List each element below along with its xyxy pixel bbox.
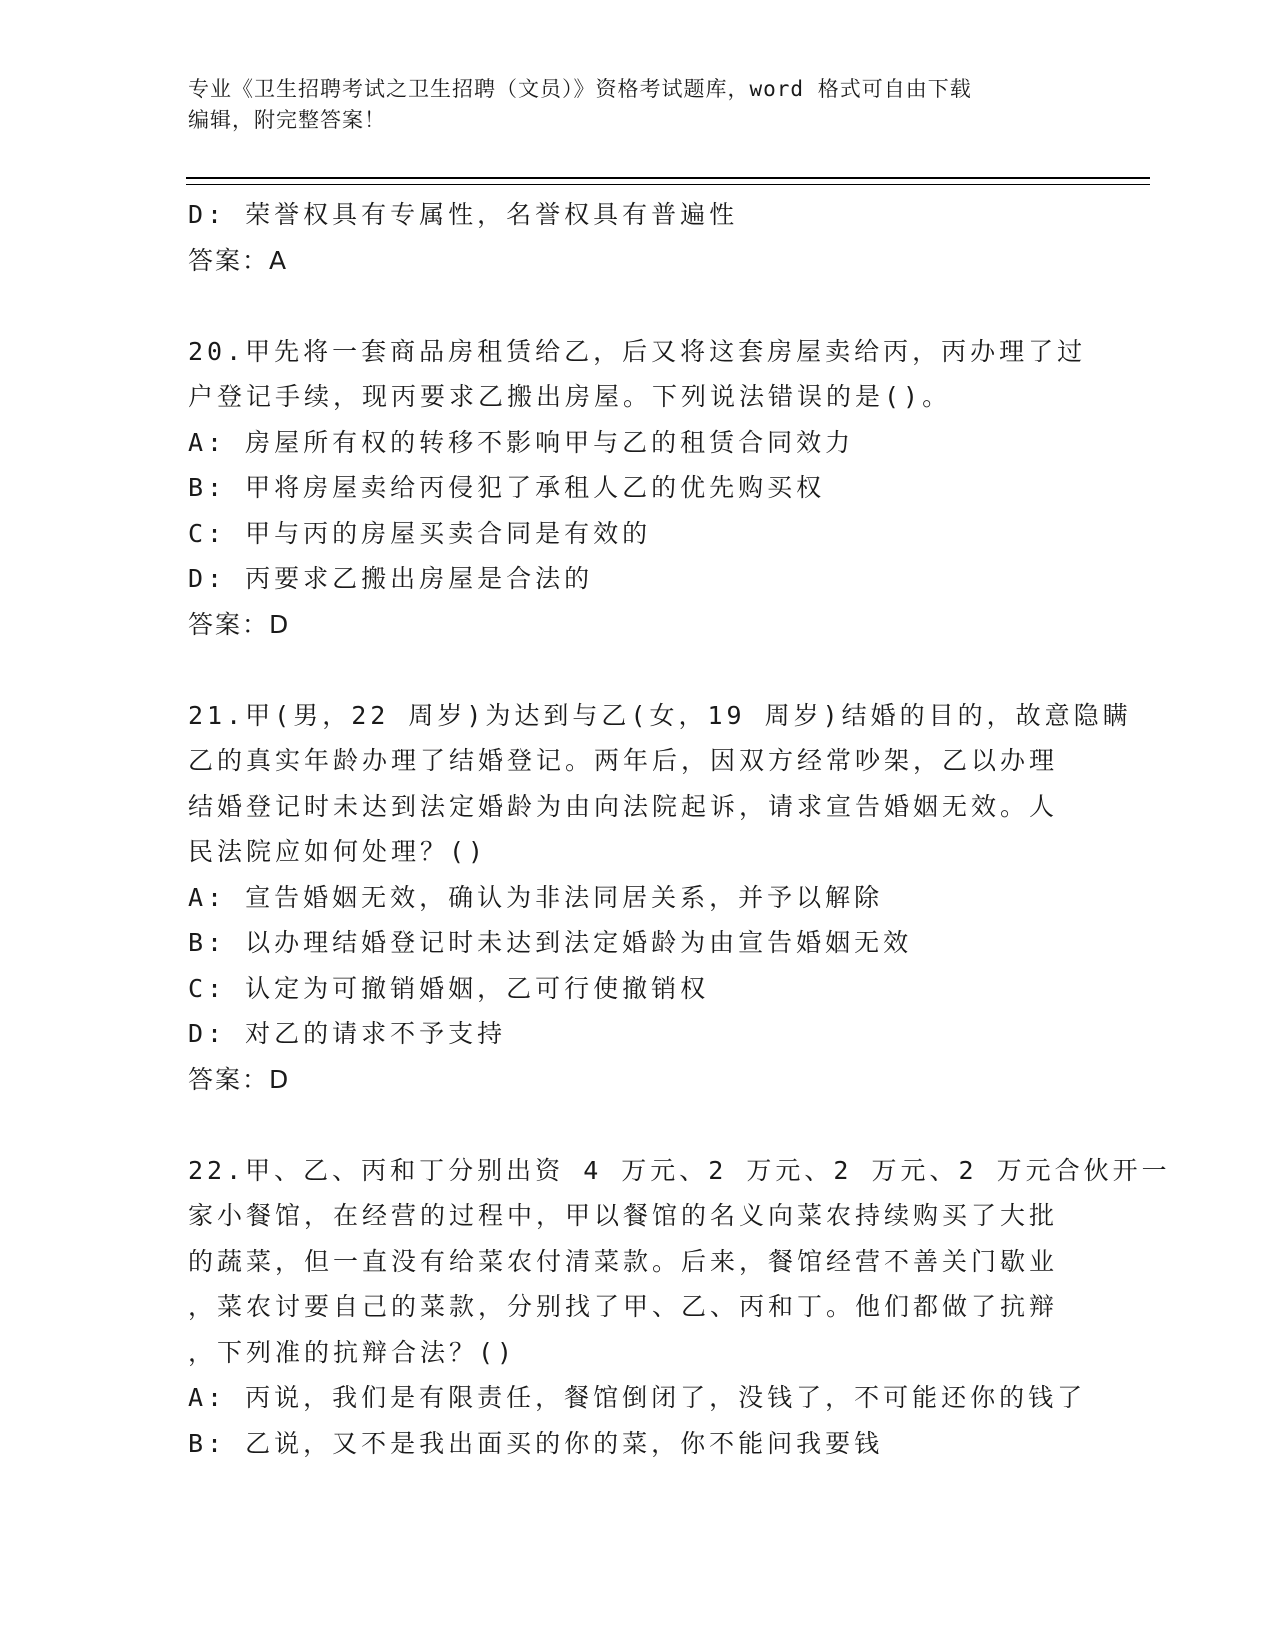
spacer [188, 283, 1088, 329]
option-c: C: 认定为可撤销婚姻，乙可行使撤销权 [188, 973, 710, 1003]
question-stem-line: ，下列准的抗辩合法？() [188, 1337, 517, 1367]
option-b: B: 乙说，又不是我出面买的你的菜，你不能问我要钱 [188, 1428, 884, 1458]
header-line-2: 编辑，附完整答案！ [188, 108, 386, 132]
option-b: B: 甲将房屋卖给丙侵犯了承租人乙的优先购买权 [188, 473, 826, 502]
question-stem-line: 民法院应如何处理？() [188, 837, 488, 866]
question-stem-line: 22.甲、乙、丙和丁分别出资 4 万元、2 万元、2 万元、2 万元合伙开一 [188, 1155, 1171, 1185]
question-stem-line: 结婚登记时未达到法定婚龄为由向法院起诉，请求宣告婚姻无效。人 [188, 791, 1059, 821]
option-d: D: 丙要求乙搬出房屋是合法的 [188, 564, 594, 593]
option-d: D: 对乙的请求不予支持 [188, 1019, 507, 1048]
answer-line: 答案：D [188, 1064, 291, 1094]
question-stem-line: 21.甲(男，22 周岁)为达到与乙(女，19 周岁)结婚的目的，故意隐瞒 [188, 700, 1132, 730]
option-b: B: 以办理结婚登记时未达到法定婚龄为由宣告婚姻无效 [188, 928, 913, 957]
header-divider [186, 177, 1150, 185]
question-19-tail [188, 192, 1088, 283]
question-content [188, 192, 1171, 1466]
question-20 [188, 329, 1088, 648]
option-a: A: 房屋所有权的转移不影响甲与乙的租赁合同效力 [188, 427, 855, 457]
answer-line: 答案：A [188, 245, 289, 275]
option-c: C: 甲与丙的房屋买卖合同是有效的 [188, 518, 652, 548]
question-stem-line: 乙的真实年龄办理了结婚登记。两年后，因双方经常吵架，乙以办理 [188, 746, 1059, 775]
question-stem-line: 的蔬菜，但一直没有给菜农付清菜款。后来，餐馆经营不善关门歇业 [188, 1246, 1059, 1276]
answer-line: 答案：D [188, 609, 291, 639]
question-stem-line: ，菜农讨要自己的菜款，分别找了甲、乙、丙和丁。他们都做了抗辩 [188, 1292, 1059, 1321]
spacer [188, 1102, 1088, 1148]
question-stem-line: 户登记手续，现丙要求乙搬出房屋。下列说法错误的是()。 [188, 382, 952, 411]
option-a: A: 丙说，我们是有限责任，餐馆倒闭了，没钱了，不可能还你的钱了 [188, 1383, 1087, 1412]
question-21 [188, 693, 1132, 1103]
spacer [188, 647, 1088, 693]
question-22 [188, 1148, 1171, 1467]
question-stem-line: 20.甲先将一套商品房租赁给乙，后又将这套房屋卖给丙，丙办理了过 [188, 336, 1087, 366]
header-line-1: 专业《卫生招聘考试之卫生招聘（文员）》资格考试题库，word 格式可自由下载 [188, 77, 972, 101]
option-d: D: 荣誉权具有专属性，名誉权具有普遍性 [188, 200, 739, 229]
option-a: A: 宣告婚姻无效，确认为非法同居关系，并予以解除 [188, 882, 884, 912]
question-stem-line: 家小餐馆，在经营的过程中，甲以餐馆的名义向菜农持续购买了大批 [188, 1201, 1059, 1230]
page-header [188, 74, 1088, 136]
